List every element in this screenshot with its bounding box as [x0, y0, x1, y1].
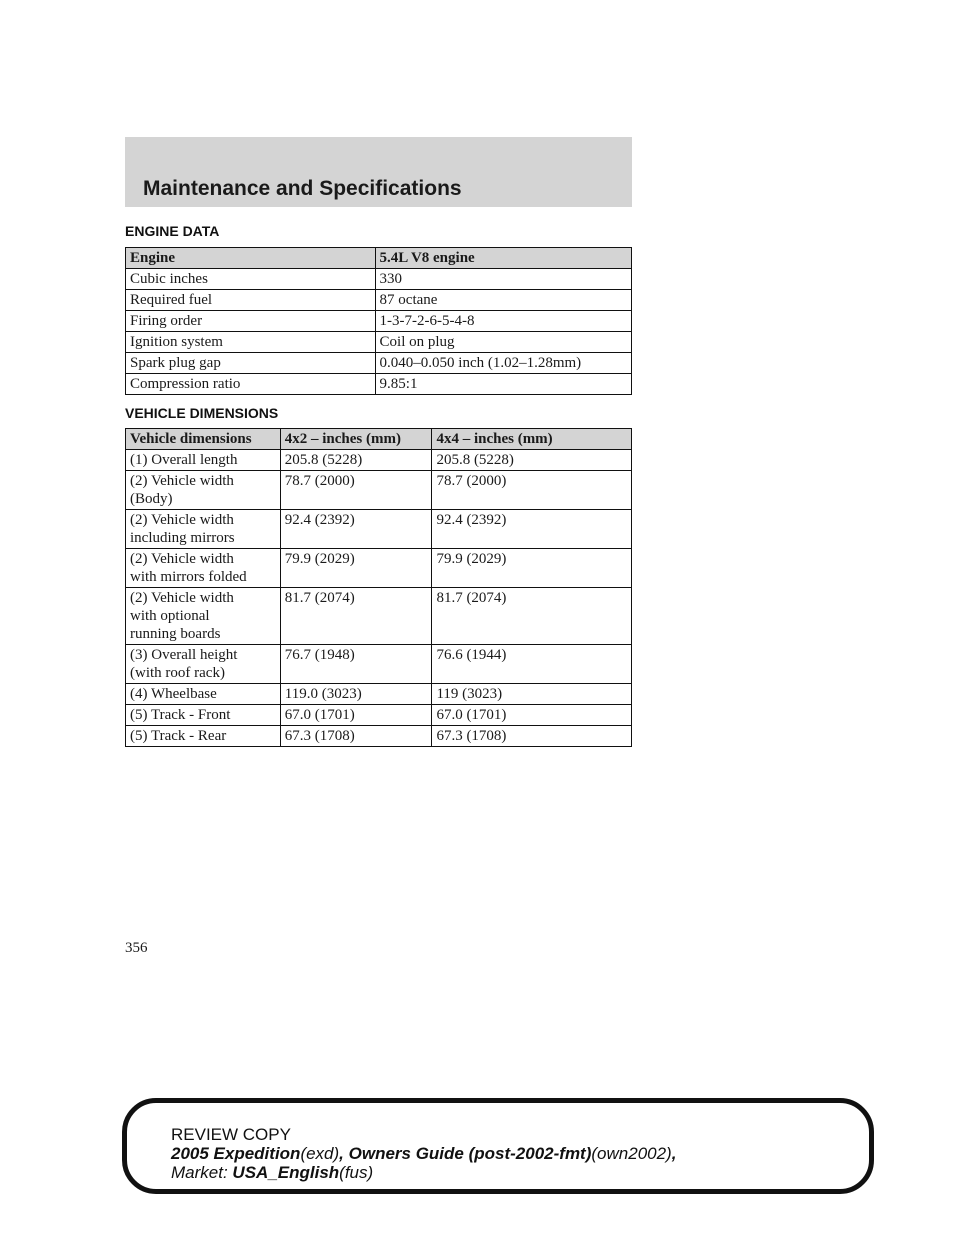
page-number: 356: [125, 940, 148, 956]
cell-text-line: (2) Vehicle width: [130, 512, 234, 528]
table-cell: 67.0 (1701): [432, 705, 632, 726]
table-row: [126, 353, 632, 374]
section-header-band: [125, 137, 632, 207]
table-cell: Required fuel: [126, 290, 376, 311]
cell-text-line: (1) Overall length: [130, 452, 238, 468]
table-row: [126, 549, 632, 588]
column-header: 4x2 – inches (mm): [280, 429, 432, 450]
cell-text-line: (Body): [130, 491, 173, 507]
table-cell: Coil on plug: [375, 332, 631, 353]
table-header-row: [126, 429, 632, 450]
table-cell: [126, 510, 281, 549]
cell-text-line: running boards: [130, 626, 221, 642]
table-cell: 81.7 (2074): [280, 588, 432, 645]
table-header-row: [126, 248, 632, 269]
table-cell: 67.3 (1708): [280, 726, 432, 747]
cell-text-line: (with roof rack): [130, 665, 225, 681]
cell-text-line: with mirrors folded: [130, 569, 247, 585]
table-row: [126, 311, 632, 332]
document-info-line: 2005 Expedition(exd), Owners Guide (post-2002-fmt)(own2002),: [171, 1144, 677, 1163]
table-cell: 0.040–0.050 inch (1.02–1.28mm): [375, 353, 631, 374]
table-cell: 78.7 (2000): [280, 471, 432, 510]
cell-text-line: (5) Track - Rear: [130, 728, 227, 744]
vehicle-dimensions-table: [125, 428, 632, 747]
table-row: [126, 705, 632, 726]
table-row: [126, 471, 632, 510]
table-cell: 1-3-7-2-6-5-4-8: [375, 311, 631, 332]
cell-text-line: with optional: [130, 608, 210, 624]
vehicle-dimensions-heading: VEHICLE DIMENSIONS: [125, 405, 279, 421]
column-header: 4x4 – inches (mm): [432, 429, 632, 450]
table-cell: 205.8 (5228): [432, 450, 632, 471]
engine-data-table: [125, 247, 632, 395]
cell-text-line: (2) Vehicle width: [130, 590, 234, 606]
review-copy-label: REVIEW COPY: [171, 1125, 291, 1144]
table-cell: [126, 684, 281, 705]
table-row: [126, 290, 632, 311]
table-cell: Cubic inches: [126, 269, 376, 290]
cell-text-line: including mirrors: [130, 530, 235, 546]
cell-text-line: (2) Vehicle width: [130, 551, 234, 567]
table-cell: 330: [375, 269, 631, 290]
table-row: [126, 684, 632, 705]
cell-text-line: (4) Wheelbase: [130, 686, 217, 702]
cell-text-line: (3) Overall height: [130, 647, 238, 663]
market-line: Market: USA_English(fus): [171, 1163, 374, 1182]
table-cell: 119 (3023): [432, 684, 632, 705]
column-header: Engine: [126, 248, 376, 269]
table-cell: 9.85:1: [375, 374, 631, 395]
section-title: Maintenance and Specifications: [143, 177, 462, 200]
table-cell: 79.9 (2029): [280, 549, 432, 588]
cell-text-line: (2) Vehicle width: [130, 473, 234, 489]
table-cell: 92.4 (2392): [280, 510, 432, 549]
review-copy-text: [171, 1125, 676, 1182]
table-cell: [126, 471, 281, 510]
table-row: [126, 510, 632, 549]
cell-text-line: (5) Track - Front: [130, 707, 231, 723]
table-cell: 205.8 (5228): [280, 450, 432, 471]
table-cell: 76.7 (1948): [280, 645, 432, 684]
table-row: [126, 374, 632, 395]
table-row: [126, 588, 632, 645]
table-cell: 67.3 (1708): [432, 726, 632, 747]
table-cell: 76.6 (1944): [432, 645, 632, 684]
table-cell: [126, 645, 281, 684]
table-cell: Firing order: [126, 311, 376, 332]
table-cell: 79.9 (2029): [432, 549, 632, 588]
table-row: [126, 332, 632, 353]
table-row: [126, 269, 632, 290]
table-cell: 119.0 (3023): [280, 684, 432, 705]
table-cell: [126, 588, 281, 645]
table-cell: Compression ratio: [126, 374, 376, 395]
review-copy-box: [122, 1098, 874, 1194]
table-row: [126, 645, 632, 684]
table-cell: [126, 549, 281, 588]
table-cell: [126, 705, 281, 726]
table-cell: 92.4 (2392): [432, 510, 632, 549]
table-cell: 67.0 (1701): [280, 705, 432, 726]
table-cell: 81.7 (2074): [432, 588, 632, 645]
table-cell: 78.7 (2000): [432, 471, 632, 510]
table-cell: Ignition system: [126, 332, 376, 353]
engine-data-heading: ENGINE DATA: [125, 223, 220, 239]
table-cell: Spark plug gap: [126, 353, 376, 374]
column-header: Vehicle dimensions: [126, 429, 281, 450]
table-cell: [126, 726, 281, 747]
table-cell: [126, 450, 281, 471]
table-cell: 87 octane: [375, 290, 631, 311]
column-header: 5.4L V8 engine: [375, 248, 631, 269]
table-row: [126, 726, 632, 747]
table-row: [126, 450, 632, 471]
